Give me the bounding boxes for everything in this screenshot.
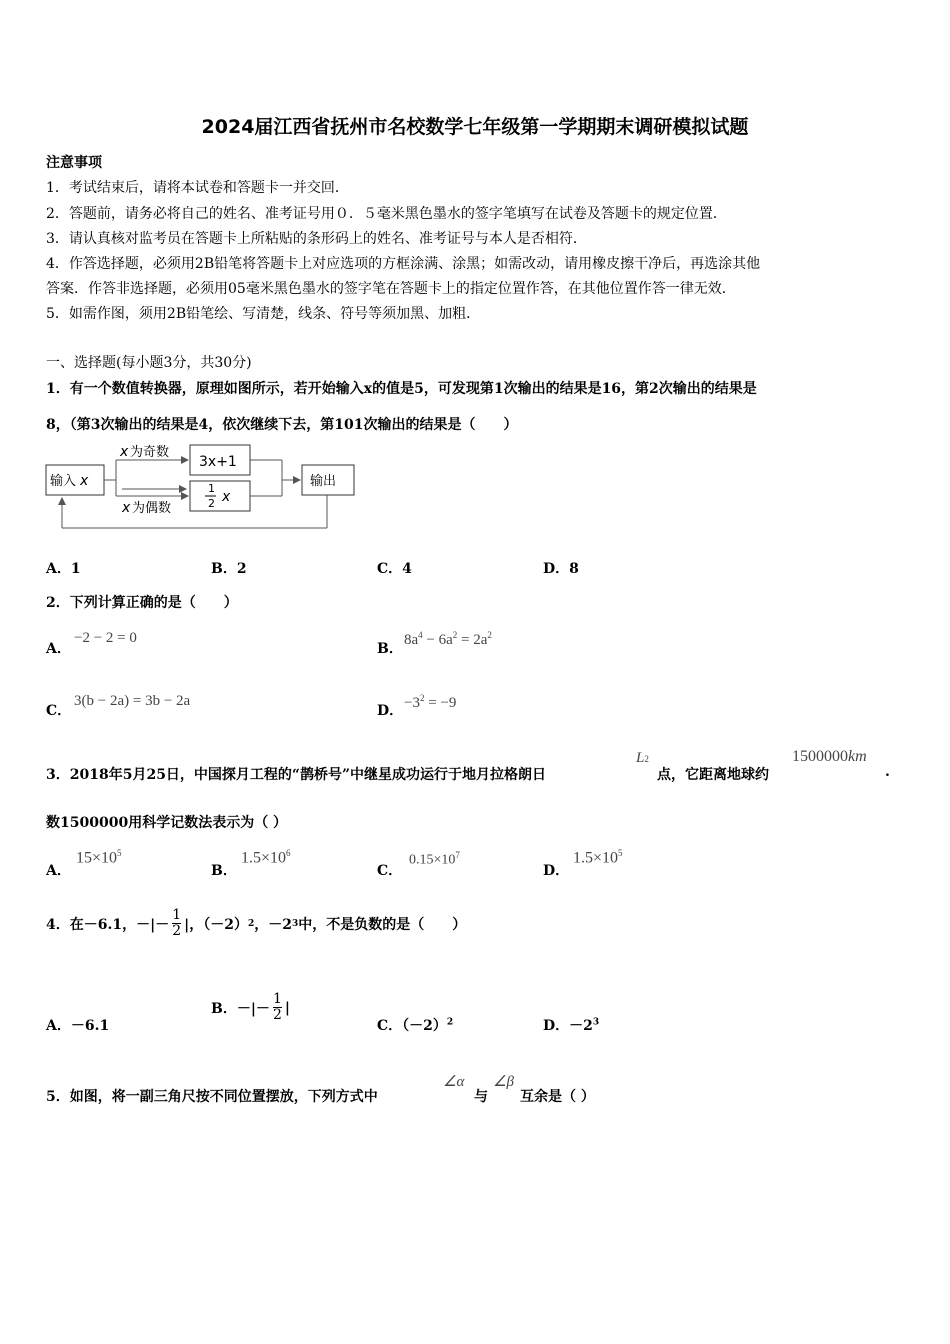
q4-option-d [543, 1015, 599, 1035]
q4-b-part: B．－|－ [211, 1000, 270, 1017]
notice-item: 2．答题前，请务必将自己的姓名、准考证号用０．５毫米黑色墨水的签字笔填写在试卷及答题卡的规定位置． [46, 206, 727, 222]
q4-frac-num: 1 [172, 907, 182, 923]
q4-exp: 2 [247, 918, 255, 929]
q1-stem-line1: 1．有一个数值转换器，原理如图所示，若开始输入x的值是5，可发现第1次输出的结果是16，第2次输出的结果是 [46, 381, 757, 397]
even-expr-var: x [222, 489, 231, 505]
input-var: x [80, 473, 89, 489]
q2-option-c: 3(b − 2a) = 3b − 2a [74, 693, 191, 709]
q2-option-d [404, 693, 456, 712]
q3-stem-line2: 数1500000用科学记数法表示为（ ） [46, 815, 288, 831]
q4-exp: 3 [291, 918, 299, 929]
q4-part: 中，不是负数的是（ ） [298, 916, 467, 933]
q5-stem-part1: 5．如图，将一副三角尺按不同位置摆放，下列方式中 [46, 1089, 378, 1105]
q3-label-d: D． [543, 863, 570, 879]
q4-c-exp: 2 [446, 1017, 454, 1028]
q5-angle-beta: ∠β [493, 1074, 514, 1090]
q3-a-base: 15×10 [76, 849, 118, 867]
q2-b-part: − 6a [422, 632, 453, 648]
notice-heading: 注意事项 [46, 155, 102, 171]
q4-c-part: C．（－2） [377, 1018, 447, 1034]
even-box [190, 481, 250, 511]
odd-expr: 3x+1 [199, 454, 237, 470]
q3-b-base: 1.5×10 [241, 849, 287, 867]
output-label: 输出 [310, 474, 337, 489]
q2-label-b: B． [377, 641, 403, 657]
q4-d-part: D．－2 [543, 1018, 593, 1034]
odd-label: 为奇数 [130, 445, 170, 460]
q1-option-c: C．4 [377, 561, 412, 577]
q4-b-num: 1 [272, 991, 282, 1007]
q3-option-c [409, 850, 460, 869]
input-label: 输入 [50, 474, 77, 489]
q3-L: L [636, 750, 645, 766]
page-title: 2024届江西省抚州市名校数学七年级第一学期期末调研模拟试题 [201, 116, 749, 138]
q5-stem-part2: 与 [474, 1089, 488, 1105]
q3-stem-part1: 3．2018年5月25日，中国探月工程的“鹊桥号”中继星成功运行于地月拉格朗日 [46, 767, 547, 783]
q2-b-exp: 4 [418, 630, 423, 640]
notice-item: 3．请认真核对监考员在答题卡上所粘贴的条形码上的姓名、准考证号与本人是否相符． [46, 231, 587, 247]
q3-b-exp: 6 [286, 848, 291, 858]
q4-option-a: A．－6.1 [46, 1018, 110, 1034]
even-frac-num: 1 [208, 482, 215, 495]
q3-L-sub: 2 [644, 754, 649, 764]
q2-b-exp: 2 [452, 630, 458, 640]
q3-d-exp: 5 [618, 848, 623, 858]
q4-frac-den: 2 [172, 923, 182, 939]
odd-var: x [120, 444, 129, 460]
q3-d-base: 1.5×10 [573, 849, 619, 867]
q2-option-a: −2 − 2 = 0 [74, 630, 137, 646]
q2-d-part: −3 [404, 695, 420, 711]
q2-b-part: 8a [404, 632, 419, 648]
even-frac-den: 2 [208, 497, 215, 510]
q3-distance-value: 1500000 [792, 748, 848, 765]
q1-option-a: A．1 [46, 561, 81, 577]
q5-stem-part3: 互余是（ ） [520, 1089, 595, 1105]
q3-distance [792, 748, 867, 766]
q1-converter-diagram [44, 440, 364, 532]
q3-period: . [885, 764, 890, 780]
q1-stem-line2: 8，（第3次输出的结果是4，依次继续下去，第101次输出的结果是（ ） [46, 417, 518, 433]
even-label: 为偶数 [132, 501, 172, 516]
q4-option-b [211, 992, 290, 1023]
q2-b-exp: 2 [487, 630, 492, 640]
q4-part: 4．在－6.1，－|－ [46, 916, 170, 933]
q3-lagrange-point [636, 750, 649, 767]
section-heading: 一、选择题(每小题3分，共30分) [46, 355, 252, 371]
q5-angle-alpha: ∠α [443, 1074, 465, 1090]
q3-option-a [76, 848, 122, 867]
q4-part: |，（－2） [184, 916, 248, 933]
q3-label-b: B． [211, 863, 237, 879]
q3-c-exp: 7 [455, 850, 460, 860]
q3-a-exp: 5 [117, 848, 122, 858]
notice-item: 4．作答选择题，必须用2B铅笔将答题卡上对应选项的方框涂满、涂黑；如需改动，请用橡皮擦干净后，再选涂其他 [46, 256, 761, 272]
q2-stem: 2．下列计算正确的是（ ） [46, 595, 238, 611]
q2-d-exp: 2 [419, 693, 425, 703]
q4-stem [46, 908, 466, 939]
q3-c-base: 0.15×10 [409, 852, 456, 868]
q2-label-a: A． [46, 641, 71, 657]
q3-label-a: A． [46, 863, 71, 879]
q4-fraction [172, 908, 181, 939]
q3-stem-part2: 点，它距离地球约 [657, 767, 769, 783]
q1-option-d: D．8 [543, 561, 579, 577]
q4-option-c [377, 1015, 453, 1035]
notice-item: 5．如需作图，须用2B铅笔绘、写清楚，线条、符号等须加黑、加粗． [46, 306, 481, 322]
q4-b-part: | [284, 999, 290, 1016]
q2-label-d: D． [377, 703, 404, 719]
notice-item: 1．考试结束后，请将本试卷和答题卡一并交回． [46, 180, 349, 196]
q3-option-b [241, 848, 291, 867]
q4-d-exp: 3 [592, 1017, 600, 1028]
notice-item: 答案．作答非选择题，必须用05毫米黑色墨水的签字笔在答题卡上的指定位置作答，在其他位置作答一律无效． [46, 281, 736, 297]
q2-b-part: = 2a [457, 632, 488, 648]
q2-d-part: = −9 [424, 695, 457, 711]
q3-option-d [573, 848, 623, 867]
q4-part: ，－2 [254, 916, 292, 933]
even-var: x [122, 500, 131, 516]
q2-label-c: C． [46, 703, 72, 719]
q3-distance-unit: km [848, 748, 867, 765]
q2-option-b [404, 630, 492, 649]
q4-b-den: 2 [272, 1007, 282, 1023]
q3-label-c: C． [377, 863, 403, 879]
q1-option-b: B．2 [211, 561, 247, 577]
q4-b-fraction [273, 992, 282, 1023]
